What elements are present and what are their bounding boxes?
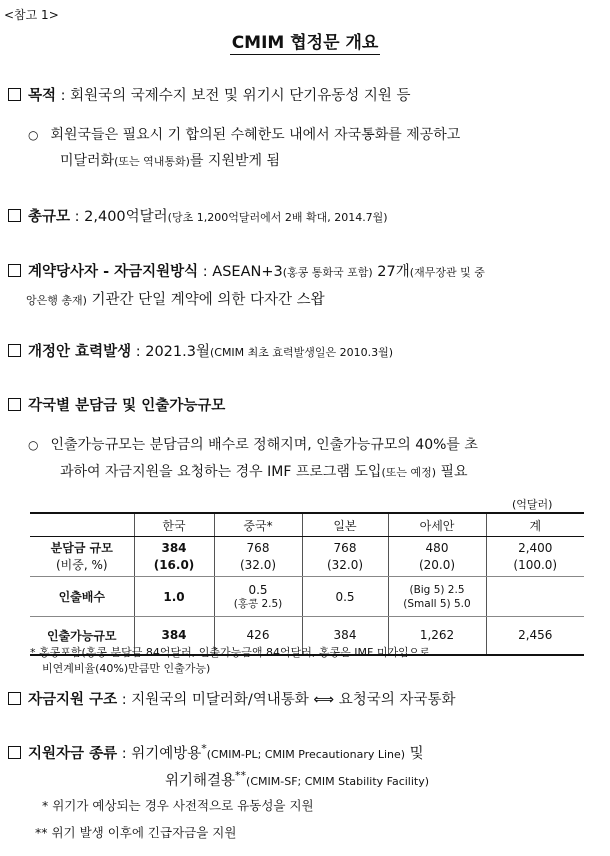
section-structure: 자금지원 구조 : 지원국의 미달러화/역내통화 ⟺ 요청국의 자국통화 — [8, 688, 455, 709]
table-header: 일본 — [302, 513, 388, 537]
table-cell: 2,456 — [486, 617, 584, 655]
row-label: 인출가능규모 — [30, 617, 134, 655]
table-cell: 480 (20.0) — [388, 537, 486, 577]
table-cell: (Big 5) 2.5 (Small 5) 5.0 — [388, 577, 486, 617]
circle-bullet-icon: ○ — [28, 438, 39, 452]
table-header — [30, 513, 134, 537]
table-cell: 0.5 — [302, 577, 388, 617]
purpose-bullet-line2: 미달러화(또는 역내통화)를 지원받게 됨 — [60, 153, 280, 169]
table-row — [30, 577, 584, 617]
types-footnote2: ** 위기 발생 이후에 긴급자금을 지원 — [35, 825, 237, 840]
checkbox-square-icon — [8, 344, 21, 357]
reference-label: <참고 1> — [4, 8, 59, 22]
row-label: 분담금 규모 (비중, %) — [30, 537, 134, 577]
table-cell: 768 (32.0) — [302, 537, 388, 577]
contribution-table — [30, 512, 584, 656]
checkbox-square-icon — [8, 209, 21, 222]
circle-bullet-icon: ○ — [28, 128, 39, 142]
checkbox-square-icon — [8, 398, 21, 411]
table-cell — [486, 577, 584, 617]
section-text: : 회원국의 국제수지 보전 및 위기시 단기유동성 지원 등 — [56, 88, 411, 104]
table-row — [30, 537, 584, 577]
table-cell: 426 — [214, 617, 302, 655]
table-header: 계 — [486, 513, 584, 537]
table-cell: 2,400 (100.0) — [486, 537, 584, 577]
table-unit: (억달러) — [512, 498, 553, 511]
table-cell: 1.0 — [134, 577, 214, 617]
table-cell: 384 — [134, 617, 214, 655]
checkbox-square-icon — [8, 264, 21, 277]
table-cell: 384 (16.0) — [134, 537, 214, 577]
row-label: 인출배수 — [30, 577, 134, 617]
table-header-row — [30, 513, 584, 537]
contribution-bullet-line2: 과하여 자금지원을 요청하는 경우 IMF 프로그램 도입(또는 예정) 필요 — [60, 464, 468, 480]
table-footnote-line1: * 홍콩포함(홍콩 분담금 84억달러, 인출가능금액 84억달러, 홍콩은 IMF 미가입으로 — [30, 646, 430, 659]
table-header: 중국* — [214, 513, 302, 537]
table-cell: 384 — [302, 617, 388, 655]
table-header: 한국 — [134, 513, 214, 537]
section-purpose — [8, 84, 411, 105]
page-title: CMIM 협정문 개요 — [231, 33, 379, 53]
section-types-line2: 위기해결용**(CMIM-SF; CMIM Stability Facility) — [165, 769, 430, 789]
section-parties: 계약당사자 - 자금지원방식 : ASEAN+3(홍콩 통화국 포함) 27개(재무장관 및 중 — [8, 260, 485, 281]
bidirectional-arrow-icon: ⟺ — [313, 692, 335, 708]
checkbox-square-icon — [8, 88, 21, 101]
section-size: 총규모 : 2,400억달러(당초 1,200억달러에서 2배 확대, 2014.7월) — [8, 205, 388, 226]
table-footnote-line2: 비연계비율(40%)만큼만 인출가능) — [42, 662, 211, 675]
purpose-bullet-line1: ○ 회원국들은 필요시 기 합의된 수혜한도 내에서 자국통화를 제공하고 — [28, 127, 461, 143]
section-contribution: 각국별 분담금 및 인출가능규모 — [8, 394, 225, 415]
checkbox-square-icon — [8, 746, 21, 759]
section-parties-line2: 앙은행 총재) 기관간 단일 계약에 의한 다자간 스왑 — [26, 292, 325, 308]
table-header: 아세안 — [388, 513, 486, 537]
section-types: 지원자금 종류 : 위기예방용*(CMIM-PL; CMIM Precautionary Line) 및 — [8, 742, 424, 763]
contribution-bullet-line1: ○ 인출가능규모는 분담금의 배수로 정해지며, 인출가능규모의 40%를 초 — [28, 437, 478, 453]
section-effective: 개정안 효력발생 : 2021.3월(CMIM 최초 효력발생일은 2010.3월) — [8, 340, 393, 361]
checkbox-square-icon — [8, 692, 21, 705]
section-label: 목적 — [28, 88, 57, 104]
table-cell: 1,262 — [388, 617, 486, 655]
types-footnote1: * 위기가 예상되는 경우 사전적으로 유동성을 지원 — [42, 798, 314, 813]
table-cell: 0.5 (홍콩 2.5) — [214, 577, 302, 617]
table-cell: 768 (32.0) — [214, 537, 302, 577]
